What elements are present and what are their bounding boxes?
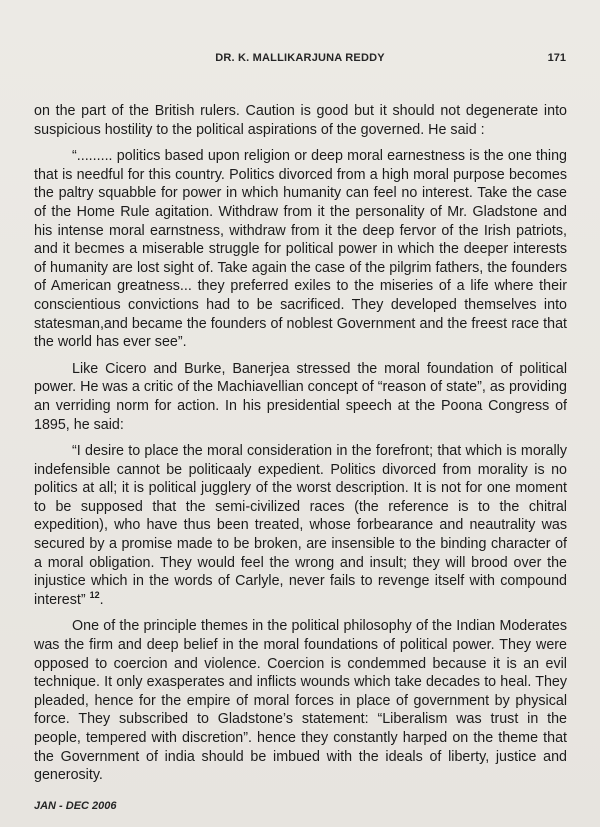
page-footer-issue: JAN - DEC 2006 — [34, 800, 117, 812]
quote-text: “I desire to place the moral consideration in the forefront; that which is morally indefensible cannot be politicaaly expedient. Politics divorced from morality is no politics at all; it is political jugglery of the worst description. It is not for one moment to be supposed that the semi-civilized races (the reference is to the chitral expedition), who have thus been treated, whose forbearance and neautrality was secured by a promise made to be broken, are insensible to the binding character of a moral obligation. They would feel the wrong and insult; they will brood over the injustice which in the words of Carlyle, never fails to revenge itself with compound interest” — [34, 443, 567, 608]
running-head-author: DR. K. MALLIKARJUNA REDDY — [215, 52, 385, 64]
paragraph-3: One of the principle themes in the political philosophy of the Indian Moderates was the firm and deep belief in the moral foundations of political power. They were opposed to coercion and violence. Coercion is condemmed because it is an evil technique. It only exasperates and inflicts wounds which take decades to heal. They pleaded, hence for the empire of moral forces in place of government by physical force. They subscribed to Gladstone’s statement: “Liberalism was trust in the people, tempered with discretion”. hence they constantly harped on the theme that the Government of india should be imbued with the ideals of liberty, justice and generosity. — [34, 618, 567, 784]
page-header — [34, 52, 566, 70]
quote-paragraph-2 — [34, 442, 567, 609]
page-number: 171 — [547, 52, 566, 64]
paragraph-2: Like Cicero and Burke, Banerjea stressed the moral foundation of political power. He was a critic of the Machiavellian concept of “reason of state”, as providing an verriding norm for action. In his presidential speech at the Poona Congress of 1895, he said: — [34, 360, 567, 433]
paragraph-1: on the part of the British rulers. Caution is good but it should not degenerate into suspicious hostility to the political aspirations of the governed. He said : — [34, 103, 567, 138]
page-body — [34, 102, 567, 785]
quote-paragraph-1: “......... politics based upon religion or deep moral earnestness is the one thing that is needful for this country. Politics divorced from a high moral purpose becomes the paltry squabble for power in which humanity can feel no interest. Take the case of the Home Rule agitation. Withdraw from it the personality of Mr. Gladstone and his intense moral earnstness, withdraw from it the deep fervor of the Irish patriots, and it becmes a miserable struggle for political power in which the deeper interests of humanity are lost sight of. Take again the case of the pilgrim fathers, the founders of American greatness... they preferred exiles to the miseries of a life where their conscientious convictions had to be sacrificed. They developed themselves into statesman,and became the founders of noblest Government and the freest race that the world has ever see”. — [34, 148, 567, 351]
footnote-trailing-period: . — [99, 591, 104, 608]
footnote-reference: 12 — [89, 590, 100, 601]
